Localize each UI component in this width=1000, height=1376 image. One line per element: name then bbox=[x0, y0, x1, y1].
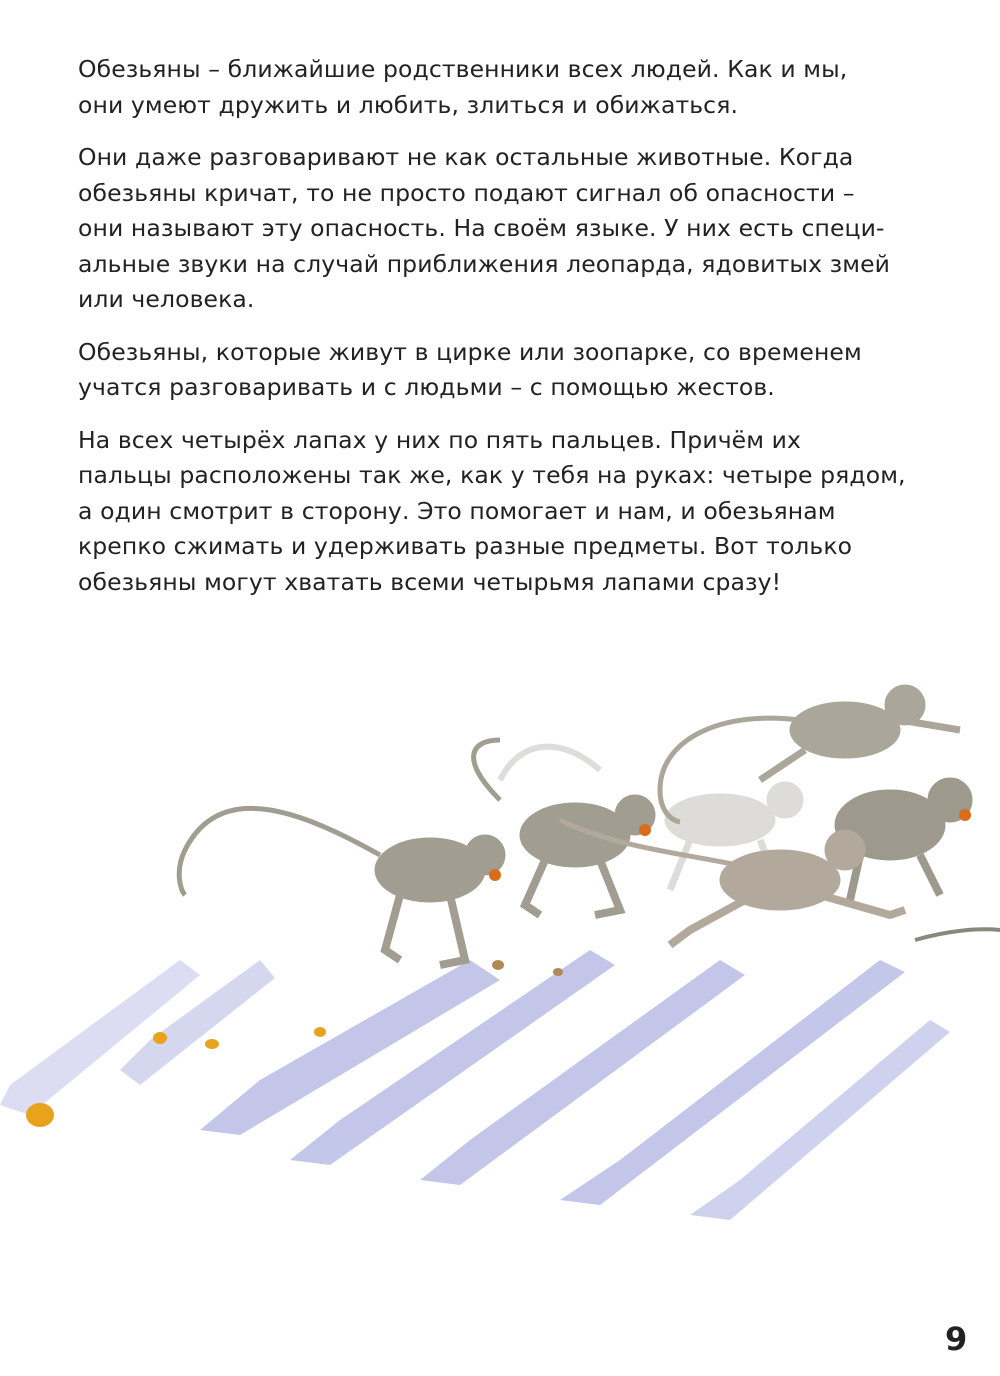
text-line: Обезьяны – ближайшие родственники всех людей. Как и мы, bbox=[78, 55, 848, 83]
text-line: обезьяны могут хватать всеми четырьмя лапами сразу! bbox=[78, 567, 782, 596]
paragraph-2 bbox=[78, 140, 938, 318]
text-line: учатся разговаривать и с людьми – с помощью жестов. bbox=[78, 373, 775, 401]
shadows bbox=[0, 950, 950, 1220]
monkey bbox=[474, 740, 655, 915]
text-line: Обезьяны, которые живут в цирке или зоопарке, со временем bbox=[78, 337, 862, 366]
text-line: Они даже разговаривают не как остальные животные. Когда bbox=[78, 143, 854, 171]
page-number: 9 bbox=[945, 1320, 968, 1358]
text-line: пальцы расположены так же, как у тебя на руках: четыре рядом, bbox=[78, 461, 906, 489]
text-line: они умеют дружить и любить, злиться и обижаться. bbox=[78, 90, 739, 119]
text-line: альные звуки на случай приближения леопарда, ядовитых змей bbox=[78, 249, 891, 278]
body-text bbox=[78, 52, 938, 617]
paragraph-1 bbox=[78, 52, 938, 123]
monkey bbox=[179, 808, 505, 965]
paragraph-4 bbox=[78, 423, 938, 601]
text-line: На всех четырёх лапах у них по пять пальцев. Причём их bbox=[78, 425, 802, 454]
text-line: крепко сжимать и удерживать разные предметы. Вот только bbox=[78, 532, 853, 560]
text-line: они называют эту опасность. На своём языке. У них есть специ- bbox=[78, 214, 885, 242]
text-line: а один смотрит в сторону. Это помогает и нам, и обезьянам bbox=[78, 496, 836, 525]
monkey-tail bbox=[915, 929, 1000, 940]
running-monkeys-illustration bbox=[0, 660, 1000, 1220]
text-line: или человека. bbox=[78, 285, 255, 313]
paragraph-3 bbox=[78, 335, 938, 406]
text-line: обезьяны кричат, то не просто подают сигнал об опасности – bbox=[78, 178, 855, 207]
